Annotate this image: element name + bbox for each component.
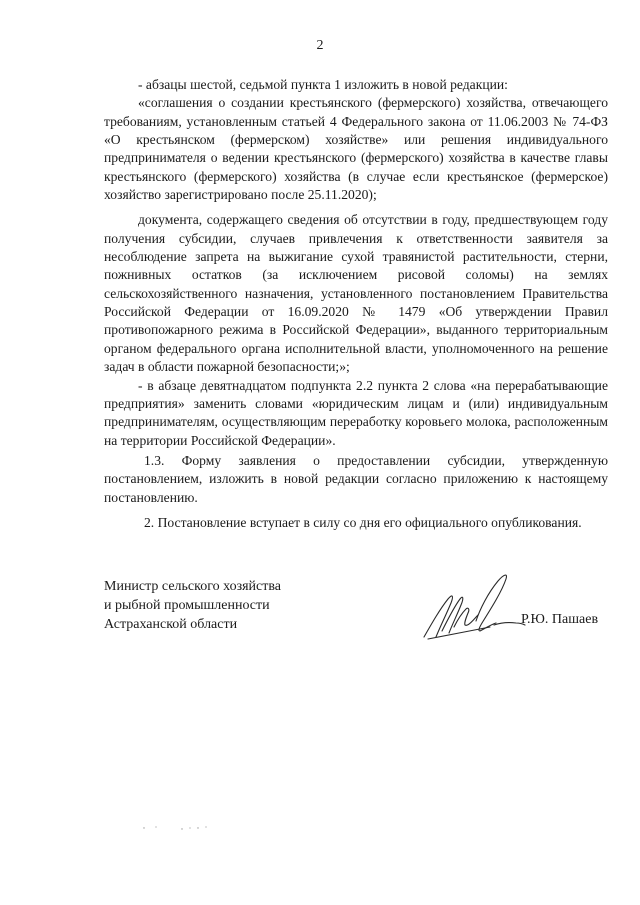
paragraph-agreement-farm: «соглашения о создании крестьянского (фермерского) хозяйства, отвечающего требованиям, установленным статьей 4 Федерального закона от 11.06.2003 № 74-ФЗ «О крестьянском (фермерском) хозяйстве» или решения индивидуального предпринимателя о ведении крестьянского (фермерского) хозяйства в качестве главы крестьянского (фермерского) хозяйства (в случае если крестьянское (фермерское) хозяйство зарегистрировано после 25.11.2020); — [104, 95, 608, 203]
scan-noise — [140, 822, 230, 834]
paragraph-2-effective-date: 2. Постановление вступает в силу со дня его официального опубликования. — [144, 514, 582, 530]
document-body — [104, 76, 608, 532]
paragraph-subpoint-2-2-amendment: - в абзаце девятнадцатом подпункта 2.2 пункта 2 слова «на перерабатывающие предприятия» заменить словами «юридическим лицам и (или) индивидуальным предпринимателям, осуществляющим переработку коровьего молока, расположенным на территории Российской Федерации». — [104, 377, 608, 448]
signatory-title — [104, 577, 281, 634]
paragraph-1-3-application-form: 1.3. Форму заявления о предоставлении субсидии, утвержденную постановлением, изложить в новой редакции согласно приложению к настоящему постановлению. — [104, 452, 608, 505]
signatory-title-line: и рыбной промышленности — [104, 598, 270, 613]
handwritten-signature — [418, 565, 528, 645]
paragraph-amendment-intro: - абзацы шестой, седьмой пункта 1 изложить в новой редакции: — [138, 77, 508, 92]
signatory-title-line: Астраханской области — [104, 617, 238, 632]
signatory-title-line: Министр сельского хозяйства — [104, 579, 281, 594]
paragraph-fire-safety-document: документа, содержащего сведения об отсутствии в году, предшествующем году получения субсидии, случаев привлечения к ответственности заявителя за несоблюдение запрета на выжигание сухой травянистой растительности, стерни, пожнивных остатков (за исключением рисовой соломы) на землях сельскохозяйственного назначения, установленного постановлением Правительства Российской Федерации от 16.09.2020 № 1479 «Об утверждении Правил противопожарного режима в Российской Федерации», выданного территориальным органом федерального органа исполнительной власти, уполномоченного на решение задач в области пожарной безопасности;»; — [104, 212, 608, 375]
page-number: 2 — [316, 38, 324, 53]
signatory-name: Р.Ю. Пашаев — [521, 612, 599, 627]
